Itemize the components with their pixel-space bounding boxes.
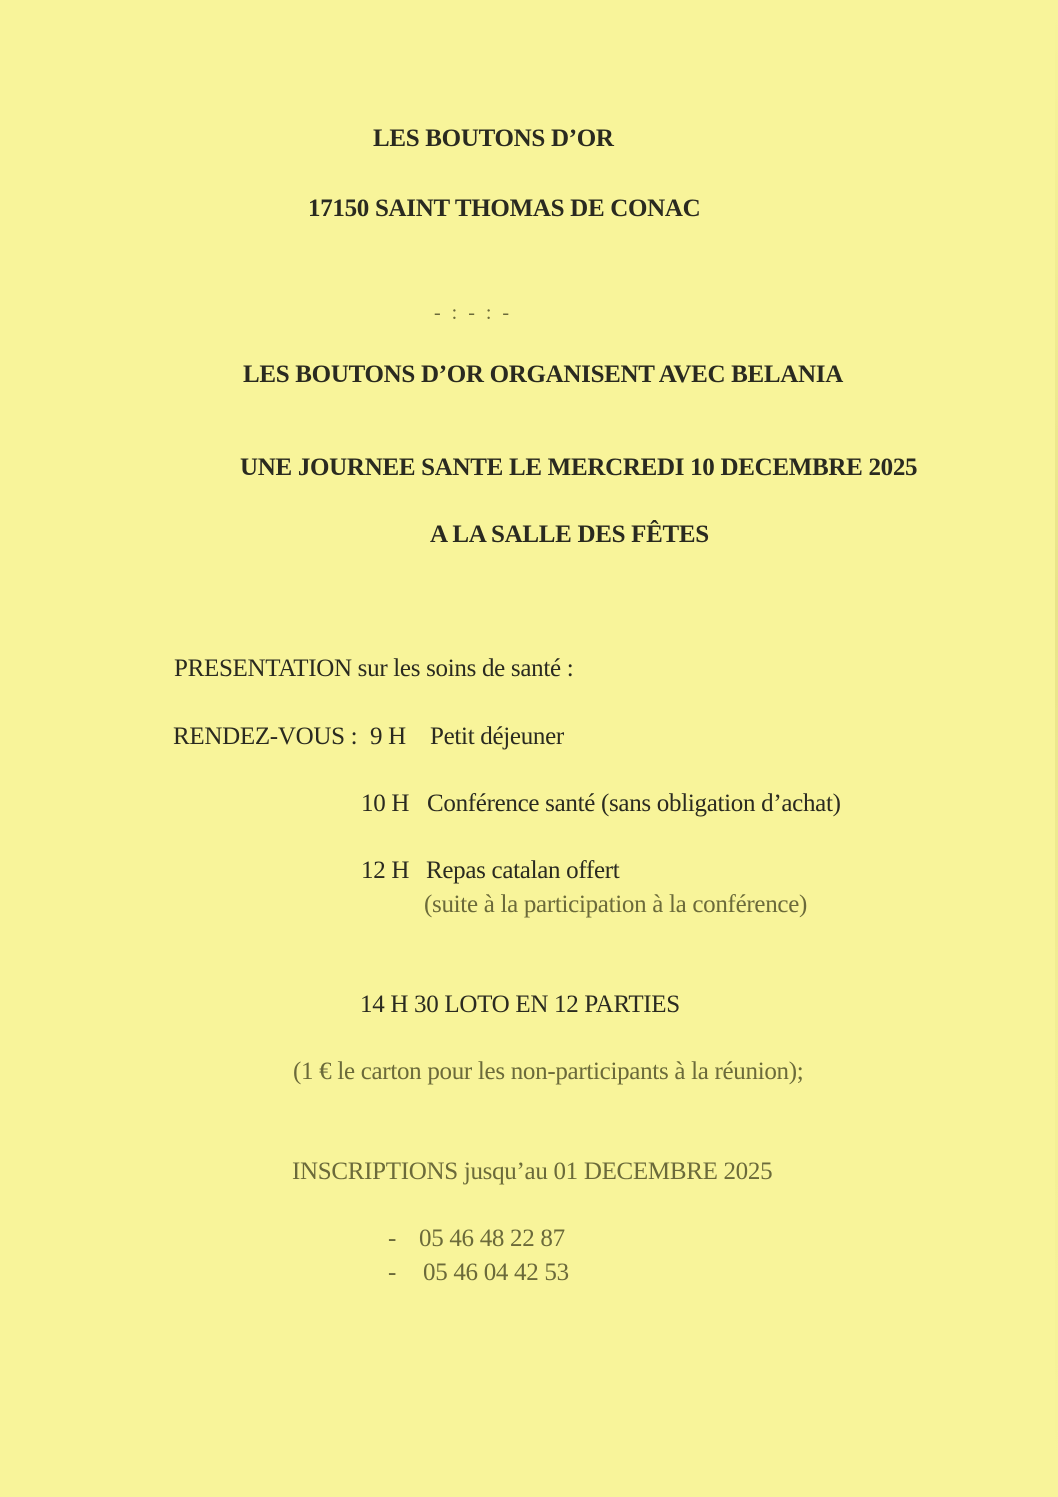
announcement-title: LES BOUTONS D’OR ORGANISENT AVEC BELANIA [243,361,843,388]
registration-label: INSCRIPTIONS jusqu’au 01 DECEMBRE 2025 [292,1158,773,1185]
schedule-note: (suite à la participation à la conférence) [424,891,808,918]
event-venue: A LA SALLE DES FÊTES [430,521,709,548]
phone-bullet: - [388,1225,397,1252]
loto-line: 14 H 30 LOTO EN 12 PARTIES [360,991,680,1018]
rendezvous-label: RENDEZ-VOUS : [173,723,358,750]
separator: - : - : - [434,302,513,324]
org-name: LES BOUTONS D’OR [373,125,614,152]
schedule-text: Conférence santé (sans obligation d’achat) [427,790,841,817]
schedule-text: Repas catalan offert [426,857,620,884]
org-address: 17150 SAINT THOMAS DE CONAC [308,195,701,222]
schedule-text: Petit déjeuner [430,723,564,750]
schedule-time: 12 H [361,857,410,884]
event-date: UNE JOURNEE SANTE LE MERCREDI 10 DECEMBRE 2025 [240,454,918,481]
schedule-time: 10 H [361,790,410,817]
schedule-time: 9 H [370,723,406,750]
phone-bullet: - [388,1259,397,1286]
phone-number: 05 46 48 22 87 [419,1225,565,1252]
phone-number: 05 46 04 42 53 [423,1259,569,1286]
presentation-label: PRESENTATION sur les soins de santé : [174,655,574,682]
loto-note: (1 € le carton pour les non-participants à la réunion); [293,1058,804,1085]
